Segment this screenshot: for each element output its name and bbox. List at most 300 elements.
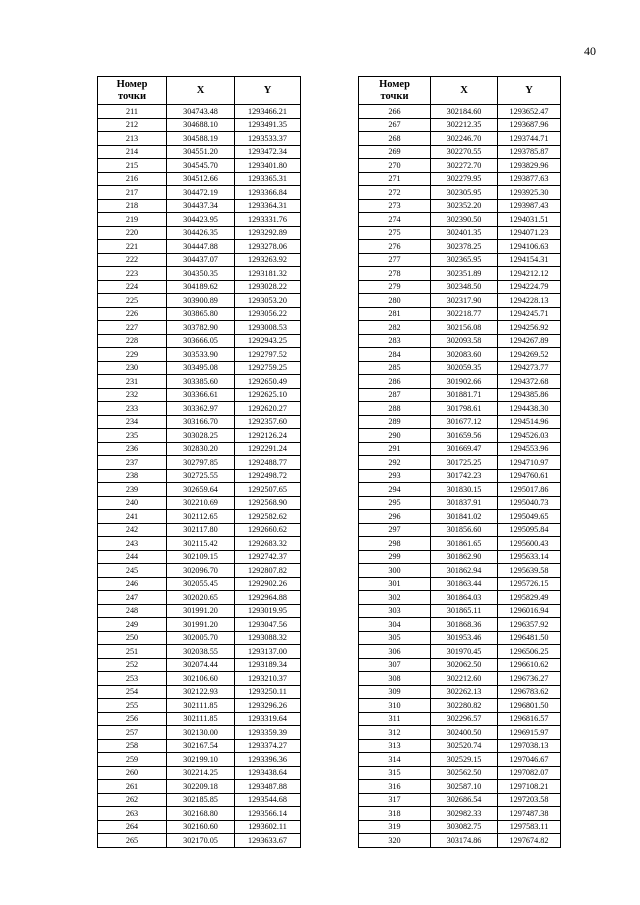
- cell-point-number: 249: [98, 618, 167, 632]
- table-row: [98, 118, 301, 132]
- cell-point-number: 266: [359, 105, 431, 119]
- cell-y: 1296801.50: [498, 699, 561, 713]
- cell-x: 301677.12: [431, 415, 498, 429]
- cell-x: 302400.50: [431, 726, 498, 740]
- cell-y: 1293396.36: [235, 753, 301, 767]
- table-row: [359, 807, 561, 821]
- cell-point-number: 263: [98, 807, 167, 821]
- cell-x: 302005.70: [167, 631, 235, 645]
- cell-y: 1297038.13: [498, 739, 561, 753]
- table-row: [98, 429, 301, 443]
- cell-point-number: 315: [359, 766, 431, 780]
- cell-x: 302093.58: [431, 334, 498, 348]
- table-row: [359, 348, 561, 362]
- cell-x: 302210.69: [167, 496, 235, 510]
- table-row: [98, 226, 301, 240]
- cell-y: 1293533.37: [235, 132, 301, 146]
- cell-x: 304447.88: [167, 240, 235, 254]
- cell-point-number: 277: [359, 253, 431, 267]
- table-row: [98, 537, 301, 551]
- table-row: [98, 523, 301, 537]
- cell-y: 1293401.80: [235, 159, 301, 173]
- cell-point-number: 275: [359, 226, 431, 240]
- cell-point-number: 231: [98, 375, 167, 389]
- table-row: [98, 294, 301, 308]
- cell-y: 1294372.68: [498, 375, 561, 389]
- cell-y: 1294514.96: [498, 415, 561, 429]
- table-row: [359, 240, 561, 254]
- cell-x: 301991.20: [167, 604, 235, 618]
- cell-point-number: 241: [98, 510, 167, 524]
- cell-x: 302305.95: [431, 186, 498, 200]
- table-row: [98, 820, 301, 834]
- cell-point-number: 293: [359, 469, 431, 483]
- cell-point-number: 212: [98, 118, 167, 132]
- cell-point-number: 216: [98, 172, 167, 186]
- cell-y: 1294760.61: [498, 469, 561, 483]
- table-row: [359, 321, 561, 335]
- table-body-right: [359, 105, 561, 848]
- cell-y: 1295049.65: [498, 510, 561, 524]
- cell-x: 302212.35: [431, 118, 498, 132]
- cell-y: 1294273.77: [498, 361, 561, 375]
- table-row: [359, 456, 561, 470]
- cell-point-number: 260: [98, 766, 167, 780]
- cell-point-number: 312: [359, 726, 431, 740]
- cell-x: 302365.95: [431, 253, 498, 267]
- cell-x: 301865.11: [431, 604, 498, 618]
- cell-x: 302830.20: [167, 442, 235, 456]
- cell-point-number: 238: [98, 469, 167, 483]
- cell-x: 303495.08: [167, 361, 235, 375]
- cell-x: 303900.89: [167, 294, 235, 308]
- table-row: [98, 334, 301, 348]
- cell-y: 1295600.43: [498, 537, 561, 551]
- cell-y: 1293296.26: [235, 699, 301, 713]
- table-row: [98, 496, 301, 510]
- cell-x: 301798.61: [431, 402, 498, 416]
- table-row: [359, 780, 561, 794]
- cell-point-number: 302: [359, 591, 431, 605]
- cell-y: 1292683.32: [235, 537, 301, 551]
- table-row: [359, 820, 561, 834]
- table-row: [359, 793, 561, 807]
- table-row: [98, 105, 301, 119]
- cell-x: 304350.35: [167, 267, 235, 281]
- table-row: [98, 604, 301, 618]
- cell-point-number: 243: [98, 537, 167, 551]
- cell-y: 1293331.76: [235, 213, 301, 227]
- table-row: [98, 442, 301, 456]
- cell-y: 1293744.71: [498, 132, 561, 146]
- cell-y: 1295639.58: [498, 564, 561, 578]
- cell-x: 302209.18: [167, 780, 235, 794]
- cell-y: 1296915.97: [498, 726, 561, 740]
- cell-point-number: 290: [359, 429, 431, 443]
- cell-x: 302083.60: [431, 348, 498, 362]
- table-row: [98, 577, 301, 591]
- cell-x: 302062.50: [431, 658, 498, 672]
- table-row: [359, 105, 561, 119]
- cell-y: 1292488.77: [235, 456, 301, 470]
- cell-y: 1293047.56: [235, 618, 301, 632]
- cell-y: 1292660.62: [235, 523, 301, 537]
- table-row: [359, 496, 561, 510]
- cell-point-number: 236: [98, 442, 167, 456]
- cell-x: 301881.71: [431, 388, 498, 402]
- cell-x: 302351.89: [431, 267, 498, 281]
- cell-y: 1295040.73: [498, 496, 561, 510]
- cell-y: 1296610.62: [498, 658, 561, 672]
- cell-point-number: 310: [359, 699, 431, 713]
- cell-y: 1292759.25: [235, 361, 301, 375]
- cell-y: 1294154.31: [498, 253, 561, 267]
- cell-y: 1296736.27: [498, 672, 561, 686]
- table-row: [359, 375, 561, 389]
- header-x: X: [431, 77, 498, 105]
- cell-y: 1292807.82: [235, 564, 301, 578]
- cell-x: 302270.55: [431, 145, 498, 159]
- table-row: [359, 604, 561, 618]
- cell-point-number: 222: [98, 253, 167, 267]
- cell-point-number: 261: [98, 780, 167, 794]
- cell-point-number: 268: [359, 132, 431, 146]
- table-row: [98, 645, 301, 659]
- cell-x: 302401.35: [431, 226, 498, 240]
- cell-x: 302279.95: [431, 172, 498, 186]
- cell-x: 303028.25: [167, 429, 235, 443]
- cell-point-number: 319: [359, 820, 431, 834]
- cell-x: 302111.85: [167, 712, 235, 726]
- cell-point-number: 248: [98, 604, 167, 618]
- table-row: [98, 699, 301, 713]
- table-row: [98, 807, 301, 821]
- cell-point-number: 215: [98, 159, 167, 173]
- table-body-left: [98, 105, 301, 848]
- cell-point-number: 269: [359, 145, 431, 159]
- table-row: [98, 618, 301, 632]
- table-row: [98, 415, 301, 429]
- cell-point-number: 256: [98, 712, 167, 726]
- cell-x: 302797.85: [167, 456, 235, 470]
- cell-y: 1293877.63: [498, 172, 561, 186]
- cell-point-number: 276: [359, 240, 431, 254]
- cell-point-number: 285: [359, 361, 431, 375]
- table-row: [359, 145, 561, 159]
- table-row: [98, 712, 301, 726]
- cell-point-number: 240: [98, 496, 167, 510]
- cell-point-number: 224: [98, 280, 167, 294]
- table-row: [359, 172, 561, 186]
- cell-x: 303362.97: [167, 402, 235, 416]
- cell-y: 1293250.11: [235, 685, 301, 699]
- table-row: [98, 766, 301, 780]
- cell-x: 303782.90: [167, 321, 235, 335]
- cell-x: 301863.44: [431, 577, 498, 591]
- table-row: [98, 348, 301, 362]
- cell-y: 1293210.37: [235, 672, 301, 686]
- table-row: [359, 550, 561, 564]
- cell-point-number: 245: [98, 564, 167, 578]
- cell-x: 304472.19: [167, 186, 235, 200]
- header-y: Y: [498, 77, 561, 105]
- table-row: [98, 321, 301, 335]
- cell-point-number: 301: [359, 577, 431, 591]
- cell-point-number: 220: [98, 226, 167, 240]
- cell-point-number: 252: [98, 658, 167, 672]
- cell-point-number: 294: [359, 483, 431, 497]
- cell-point-number: 305: [359, 631, 431, 645]
- cell-point-number: 265: [98, 834, 167, 848]
- cell-x: 301902.66: [431, 375, 498, 389]
- cell-x: 302130.00: [167, 726, 235, 740]
- cell-x: 302725.55: [167, 469, 235, 483]
- cell-point-number: 259: [98, 753, 167, 767]
- cell-x: 301837.91: [431, 496, 498, 510]
- cell-y: 1297487.38: [498, 807, 561, 821]
- cell-point-number: 287: [359, 388, 431, 402]
- table-row: [359, 469, 561, 483]
- table-row: [359, 361, 561, 375]
- cell-point-number: 213: [98, 132, 167, 146]
- cell-y: 1293056.22: [235, 307, 301, 321]
- cell-point-number: 254: [98, 685, 167, 699]
- table-row: [359, 280, 561, 294]
- cell-x: 302185.85: [167, 793, 235, 807]
- cell-x: 302246.70: [431, 132, 498, 146]
- cell-y: 1293137.00: [235, 645, 301, 659]
- table-row: [359, 739, 561, 753]
- table-row: [359, 753, 561, 767]
- cell-x: 302111.85: [167, 699, 235, 713]
- cell-point-number: 257: [98, 726, 167, 740]
- table-row: [98, 307, 301, 321]
- cell-x: 302352.20: [431, 199, 498, 213]
- cell-x: 302106.60: [167, 672, 235, 686]
- cell-x: 301862.90: [431, 550, 498, 564]
- cell-x: 302296.57: [431, 712, 498, 726]
- cell-y: 1292902.26: [235, 577, 301, 591]
- cell-y: 1293602.11: [235, 820, 301, 834]
- table-row: [359, 132, 561, 146]
- cell-y: 1294256.92: [498, 321, 561, 335]
- cell-x: 302122.93: [167, 685, 235, 699]
- header-point-line1: Номер: [379, 78, 410, 90]
- cell-x: 304423.95: [167, 213, 235, 227]
- cell-point-number: 298: [359, 537, 431, 551]
- cell-point-number: 311: [359, 712, 431, 726]
- cell-x: 302059.35: [431, 361, 498, 375]
- cell-y: 1296506.25: [498, 645, 561, 659]
- header-point-line1: Номер: [116, 78, 148, 90]
- table-row: [359, 699, 561, 713]
- cell-point-number: 297: [359, 523, 431, 537]
- cell-point-number: 225: [98, 294, 167, 308]
- cell-x: 302562.50: [431, 766, 498, 780]
- cell-point-number: 309: [359, 685, 431, 699]
- cell-y: 1293189.34: [235, 658, 301, 672]
- header-point-line2: точки: [117, 90, 147, 102]
- cell-y: 1293829.96: [498, 159, 561, 173]
- cell-point-number: 306: [359, 645, 431, 659]
- table-row: [359, 267, 561, 281]
- cell-x: 304189.62: [167, 280, 235, 294]
- table-row: [359, 294, 561, 308]
- cell-y: 1294710.97: [498, 456, 561, 470]
- cell-point-number: 244: [98, 550, 167, 564]
- cell-point-number: 282: [359, 321, 431, 335]
- cell-point-number: 317: [359, 793, 431, 807]
- table-row: [359, 672, 561, 686]
- cell-y: 1293438.64: [235, 766, 301, 780]
- cell-point-number: 255: [98, 699, 167, 713]
- cell-x: 302212.60: [431, 672, 498, 686]
- cell-point-number: 318: [359, 807, 431, 821]
- cell-y: 1297108.21: [498, 780, 561, 794]
- cell-point-number: 237: [98, 456, 167, 470]
- cell-y: 1297046.67: [498, 753, 561, 767]
- coordinates-table-right: [358, 76, 561, 848]
- cell-point-number: 232: [98, 388, 167, 402]
- cell-x: 302167.54: [167, 739, 235, 753]
- header-point-number: [98, 77, 167, 105]
- table-row: [359, 618, 561, 632]
- cell-point-number: 234: [98, 415, 167, 429]
- cell-x: 302199.10: [167, 753, 235, 767]
- cell-x: 302184.60: [431, 105, 498, 119]
- cell-point-number: 258: [98, 739, 167, 753]
- cell-x: 304426.35: [167, 226, 235, 240]
- cell-y: 1293466.21: [235, 105, 301, 119]
- cell-point-number: 217: [98, 186, 167, 200]
- cell-point-number: 270: [359, 159, 431, 173]
- table-row: [98, 685, 301, 699]
- table-row: [359, 523, 561, 537]
- cell-point-number: 289: [359, 415, 431, 429]
- table-header-row: [359, 77, 561, 105]
- cell-y: 1292650.49: [235, 375, 301, 389]
- cell-y: 1295726.15: [498, 577, 561, 591]
- cell-y: 1293019.95: [235, 604, 301, 618]
- cell-point-number: 299: [359, 550, 431, 564]
- table-row: [98, 199, 301, 213]
- table-row: [359, 213, 561, 227]
- table-row: [359, 537, 561, 551]
- cell-y: 1292625.10: [235, 388, 301, 402]
- cell-x: 304512.66: [167, 172, 235, 186]
- cell-y: 1293008.53: [235, 321, 301, 335]
- cell-y: 1293088.32: [235, 631, 301, 645]
- cell-x: 301862.94: [431, 564, 498, 578]
- cell-x: 301725.25: [431, 456, 498, 470]
- cell-point-number: 221: [98, 240, 167, 254]
- cell-x: 304743.48: [167, 105, 235, 119]
- cell-point-number: 307: [359, 658, 431, 672]
- table-row: [359, 442, 561, 456]
- cell-y: 1293687.96: [498, 118, 561, 132]
- cell-point-number: 223: [98, 267, 167, 281]
- table-row: [98, 172, 301, 186]
- page-number: 40: [584, 44, 596, 58]
- cell-point-number: 291: [359, 442, 431, 456]
- cell-point-number: 273: [359, 199, 431, 213]
- cell-y: 1296357.92: [498, 618, 561, 632]
- cell-x: 302390.50: [431, 213, 498, 227]
- cell-point-number: 281: [359, 307, 431, 321]
- cell-point-number: 262: [98, 793, 167, 807]
- cell-x: 302378.25: [431, 240, 498, 254]
- cell-y: 1297583.11: [498, 820, 561, 834]
- table-row: [359, 226, 561, 240]
- cell-y: 1294526.03: [498, 429, 561, 443]
- cell-y: 1292507.65: [235, 483, 301, 497]
- header-x: X: [167, 77, 235, 105]
- cell-y: 1292568.90: [235, 496, 301, 510]
- table-row: [359, 159, 561, 173]
- table-row: [359, 510, 561, 524]
- cell-x: 302587.10: [431, 780, 498, 794]
- cell-x: 302218.77: [431, 307, 498, 321]
- cell-y: 1296481.50: [498, 631, 561, 645]
- table-row: [359, 429, 561, 443]
- cell-x: 302160.60: [167, 820, 235, 834]
- cell-y: 1295829.49: [498, 591, 561, 605]
- cell-point-number: 214: [98, 145, 167, 159]
- cell-point-number: 229: [98, 348, 167, 362]
- cell-y: 1292797.52: [235, 348, 301, 362]
- cell-point-number: 246: [98, 577, 167, 591]
- table-row: [359, 577, 561, 591]
- cell-y: 1293364.31: [235, 199, 301, 213]
- cell-y: 1294228.13: [498, 294, 561, 308]
- cell-y: 1293652.47: [498, 105, 561, 119]
- cell-y: 1292291.24: [235, 442, 301, 456]
- cell-x: 302170.05: [167, 834, 235, 848]
- cell-point-number: 303: [359, 604, 431, 618]
- table-row: [98, 672, 301, 686]
- cell-x: 304437.07: [167, 253, 235, 267]
- table-row: [359, 564, 561, 578]
- cell-x: 302096.70: [167, 564, 235, 578]
- cell-point-number: 250: [98, 631, 167, 645]
- header-point-line2: точки: [380, 90, 409, 102]
- cell-y: 1295017.86: [498, 483, 561, 497]
- table-row: [359, 186, 561, 200]
- cell-point-number: 308: [359, 672, 431, 686]
- cell-point-number: 292: [359, 456, 431, 470]
- table-row: [359, 483, 561, 497]
- cell-y: 1293566.14: [235, 807, 301, 821]
- table-row: [98, 753, 301, 767]
- cell-point-number: 284: [359, 348, 431, 362]
- cell-y: 1293319.64: [235, 712, 301, 726]
- cell-x: 302074.44: [167, 658, 235, 672]
- cell-point-number: 313: [359, 739, 431, 753]
- header-point-number: [359, 77, 431, 105]
- table-row: [98, 267, 301, 281]
- cell-y: 1294269.52: [498, 348, 561, 362]
- cell-point-number: 296: [359, 510, 431, 524]
- cell-point-number: 279: [359, 280, 431, 294]
- table-row: [98, 145, 301, 159]
- table-row: [98, 483, 301, 497]
- cell-point-number: 227: [98, 321, 167, 335]
- table-row: [359, 253, 561, 267]
- cell-y: 1294224.79: [498, 280, 561, 294]
- table-row: [359, 658, 561, 672]
- table-row: [98, 550, 301, 564]
- cell-x: 302115.42: [167, 537, 235, 551]
